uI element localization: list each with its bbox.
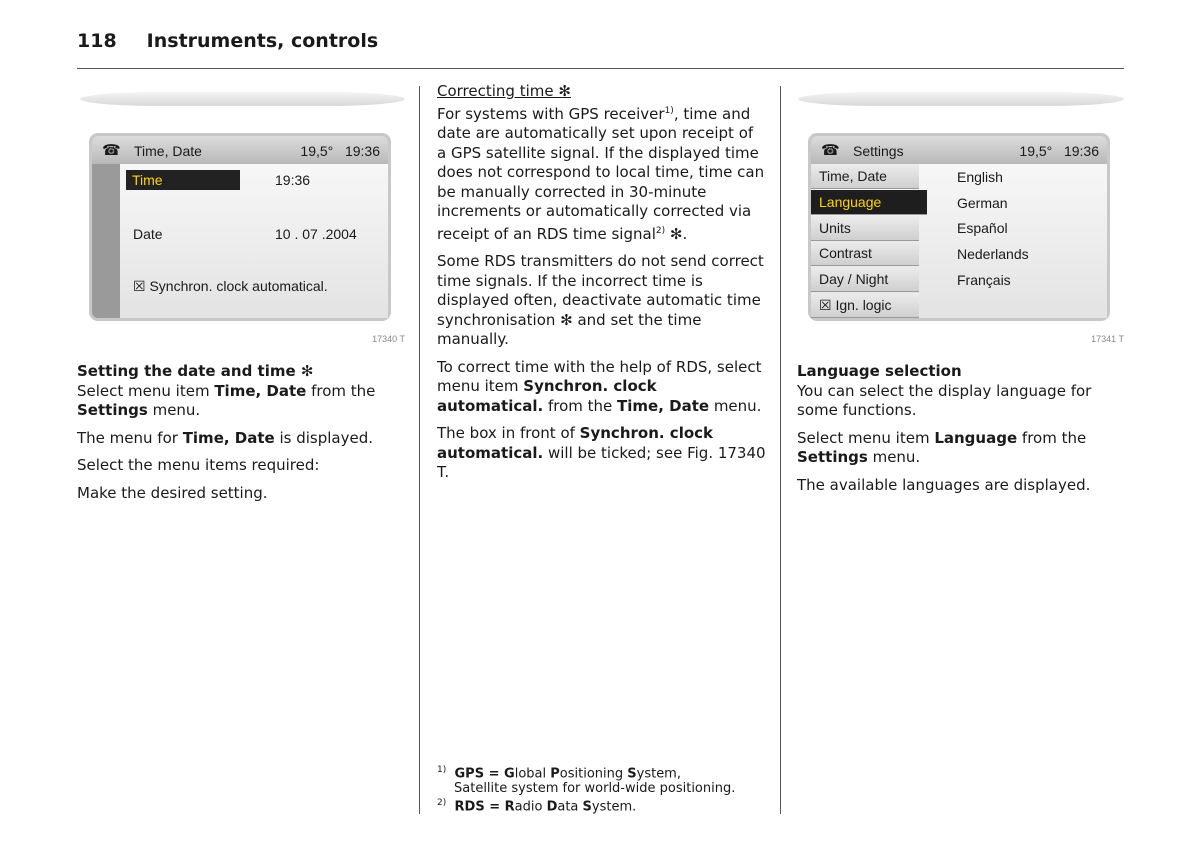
sync-checkbox: ☒ Synchron. clock automatical. <box>133 278 328 294</box>
figure-code: 17340 T <box>372 334 405 344</box>
section-heading: Setting the date and time ✻ <box>77 362 314 380</box>
paragraph: For systems with GPS receiver$^{1)}$, time and date are automatically set upon receipt of a GPS satellite signal. If the displayed time does not correspond to local time, time can be manually corrected in 30-minute increments or automatically corrected via receipt of an RDS time signal$^{2)}$ ✻. <box>437 104 765 243</box>
page-title: Instruments, controls <box>146 30 379 52</box>
paragraph: The box in front of Synchron. clock automatical. will be ticked; see Fig. 17340 T. <box>437 424 766 481</box>
figure-time-date <box>80 92 405 347</box>
date-value: 10 . 07 .2004 <box>275 226 357 242</box>
language-option: Nederlands <box>957 246 1029 262</box>
footnote-1-line2: Satellite system for world-wide positioning. <box>454 781 736 797</box>
display-title-bar <box>92 136 388 164</box>
display-bezel <box>798 92 1124 106</box>
paragraph: You can select the display language for some functions. <box>797 381 1092 419</box>
column-divider-2 <box>780 86 781 814</box>
display-bezel <box>80 92 405 106</box>
display-screen <box>92 136 388 318</box>
figure-code: 17341 T <box>1091 334 1124 344</box>
paragraph: The menu for Time, Date is displayed. <box>77 428 374 447</box>
paragraph: Some RDS transmitters do not send correct time signals. If the incorrect time is displayed often, deactivate automatic time synchronisation ✻ and set the time manually. <box>437 252 764 348</box>
page-number: 118 <box>77 30 117 52</box>
language-option: Español <box>957 220 1008 236</box>
paragraph: Select menu item Time, Date from the Settings menu. <box>77 381 376 419</box>
display-body <box>811 164 1107 318</box>
language-option: German <box>957 195 1008 211</box>
paragraph: The available languages are displayed. <box>797 475 1091 494</box>
display-body <box>120 164 388 318</box>
date-menu-item: Date <box>133 226 163 242</box>
language-option: Français <box>957 272 1011 288</box>
column-1-text <box>77 362 397 511</box>
section-heading: Correcting time ✻ <box>437 82 571 100</box>
section-heading: Language selection <box>797 362 962 380</box>
footnotes <box>437 763 772 815</box>
menu-item-time-date: Time, Date <box>811 164 919 189</box>
paragraph: Make the desired setting. <box>77 483 268 502</box>
footnote-1: $^{1)}$ GPS = Global Positioning System, <box>437 765 681 782</box>
menu-item-ign-logic: ☒ Ign. logic <box>811 293 919 318</box>
time-menu-item: Time <box>126 170 240 190</box>
header-divider <box>77 68 1124 69</box>
paragraph: Select menu item Language from the Settings menu. <box>797 428 1087 466</box>
display-title: Time, Date <box>134 143 202 159</box>
display-screen <box>811 136 1107 318</box>
menu-item-language: Language <box>811 190 927 215</box>
column-2-text <box>437 82 767 491</box>
column-divider-1 <box>419 86 420 814</box>
footnote-2: $^{2)}$ RDS = Radio Data System. <box>437 798 637 815</box>
display-status: 19,5° 19:36 <box>300 143 380 159</box>
figure-settings <box>798 92 1124 347</box>
time-value: 19:36 <box>275 172 311 188</box>
column-3-text <box>797 362 1117 503</box>
menu-item-contrast: Contrast <box>811 241 919 266</box>
page-header <box>77 30 378 52</box>
menu-item-day-night: Day / Night <box>811 267 919 292</box>
clock-settings-icon: ☎ <box>102 142 121 159</box>
display-status: 19,5° 19:36 <box>1019 143 1099 159</box>
paragraph: Select the menu items required: <box>77 456 320 474</box>
menu-item-units: Units <box>811 216 919 241</box>
language-option: English <box>957 169 1003 185</box>
display-title-bar <box>811 136 1107 164</box>
settings-icon: ☎ <box>821 142 840 159</box>
paragraph: To correct time with the help of RDS, select menu item Synchron. clock automatical. from the Time, Date menu. <box>437 357 762 415</box>
display-title: Settings <box>853 143 904 159</box>
